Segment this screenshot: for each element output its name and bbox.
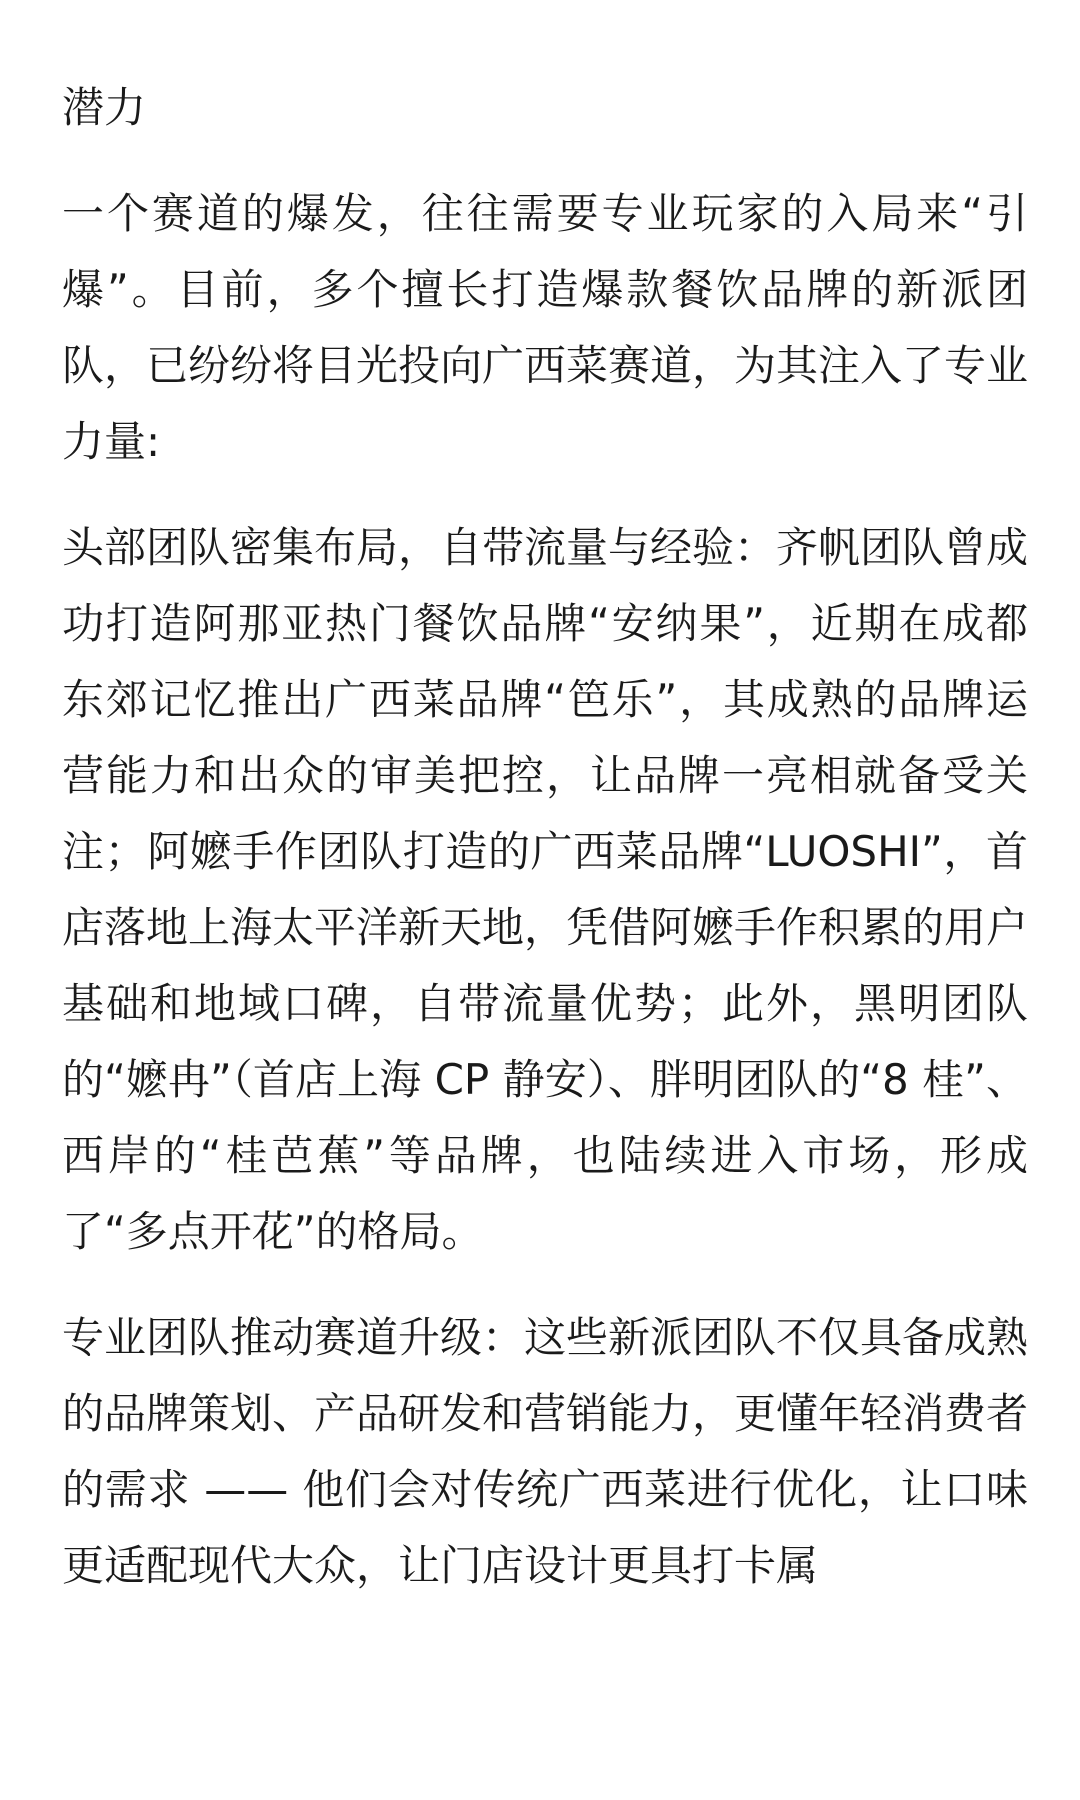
- paragraph-upgrade: 专业团队推动赛道升级：这些新派团队不仅具备成熟的品牌策划、产品研发和营销能力，更懂年轻消费者的需求 —— 他们会对传统广西菜进行优化，让口味更适配现代大众，让门店设计更具打卡属: [62, 1313, 1029, 1590]
- section-heading: 潜力: [62, 83, 147, 132]
- paragraph-intro: 一个赛道的爆发，往往需要专业玩家的入局来“引爆”。目前，多个擅长打造爆款餐饮品牌的新派团队，已纷纷将目光投向广西菜赛道，为其注入了专业力量:: [62, 189, 1029, 466]
- paragraph-head-teams: 头部团队密集布局，自带流量与经验：齐帆团队曾成功打造阿那亚热门餐饮品牌“安纳果”，近期在成都东郊记忆推出广西菜品牌“笆乐”，其成熟的品牌运营能力和出众的审美把控，让品牌一亮相就备受关注；阿嬷手作团队打造的广西菜品牌“LUOSHI”，首店落地上海太平洋新天地，凭借阿嬷手作积累的用户基础和地域口碑，自带流量优势；此外，黑明团队的“嬷冉”（首店上海 CP 静安）、胖明团队的“8 桂”、西岸的“桂芭蕉”等品牌，也陆续进入市场，形成了“多点开花”的格局。: [62, 523, 1029, 1256]
- article-body: [62, 70, 1028, 1634]
